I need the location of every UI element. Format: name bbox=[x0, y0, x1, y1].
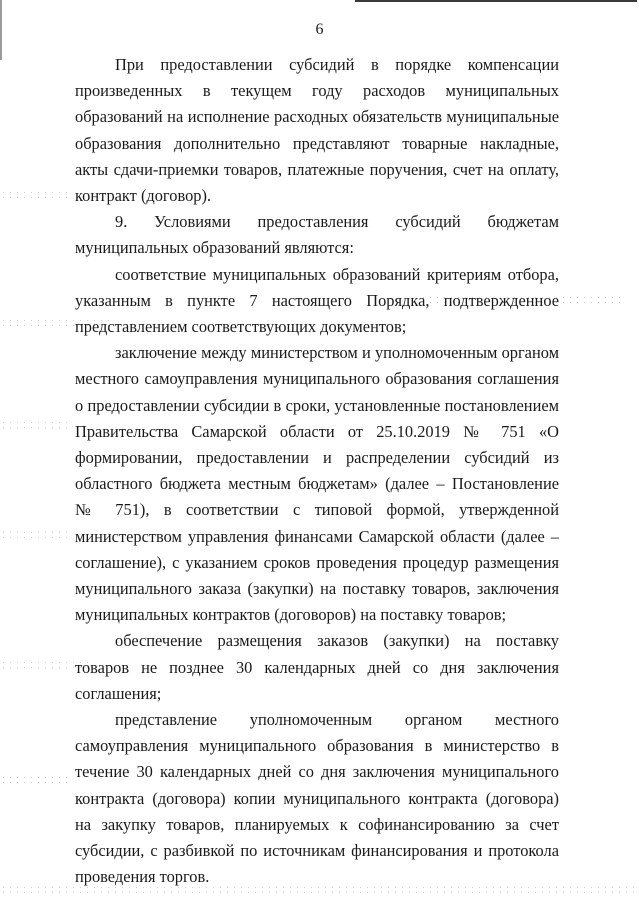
scan-top-rule bbox=[355, 0, 637, 2]
paragraph-contract-submission: представление уполномоченным органом местного самоуправления муниципального образования в министерство в течение 30 календарных дней со дня заключения муниципального контракта (договора) копии муниципального контракта (договора) на закупку товаров, планируемых к софинансированию за счет субсидии, с разбивкой по источникам финансирования и протокола проведения торгов. bbox=[75, 710, 559, 887]
scan-noise bbox=[0, 530, 70, 540]
page-number: 6 bbox=[315, 21, 324, 38]
scan-noise bbox=[0, 775, 70, 785]
paragraph-invoices: При предоставлении субсидий в порядке компенсации произведенных в текущем году расходов муниципальных образований на исполнение расходных обязательств муниципальные образования дополнительно представляют товарные накладные, акты сдачи-приемки товаров, платежные поручения, счет на оплату, контракт (договор). bbox=[75, 55, 559, 206]
scan-noise bbox=[0, 420, 70, 430]
paragraph-order-placement: обеспечение размещения заказов (закупки) на поставку товаров не позднее 30 календарных дней со дня заключения соглашения; bbox=[75, 631, 559, 703]
paragraph-9-conditions: 9. Условиями предоставления субсидий бюджетам муниципальных образований являются: bbox=[75, 212, 559, 258]
paragraph-selection-criteria: соответствие муниципальных образований критериям отбора, указанным в пункте 7 настоящего Порядка, подтвержденное представлением соответствующих документов; bbox=[75, 264, 559, 337]
document-body bbox=[75, 52, 559, 891]
scan-noise bbox=[0, 190, 70, 200]
paragraph-agreement: заключение между министерством и уполномоченным органом местного самоуправления муниципального образования соглашения о предоставлении субсидии в сроки, установленные постановлением Правительства Самарской области от 25.10.2019 № 751 «О формировании, предоставлении и распределении субсидий из областного бюджета местным бюджетам» (далее – Постановление № 751), в соответствии с типовой формой, утвержденной министерством управления финансами Самарской области (далее – соглашение), с указанием сроков проведения процедур размещения муниципального заказа (закупки) на поставку товаров, заключения муниципальных контрактов (договоров) на поставку товаров; bbox=[75, 343, 559, 625]
